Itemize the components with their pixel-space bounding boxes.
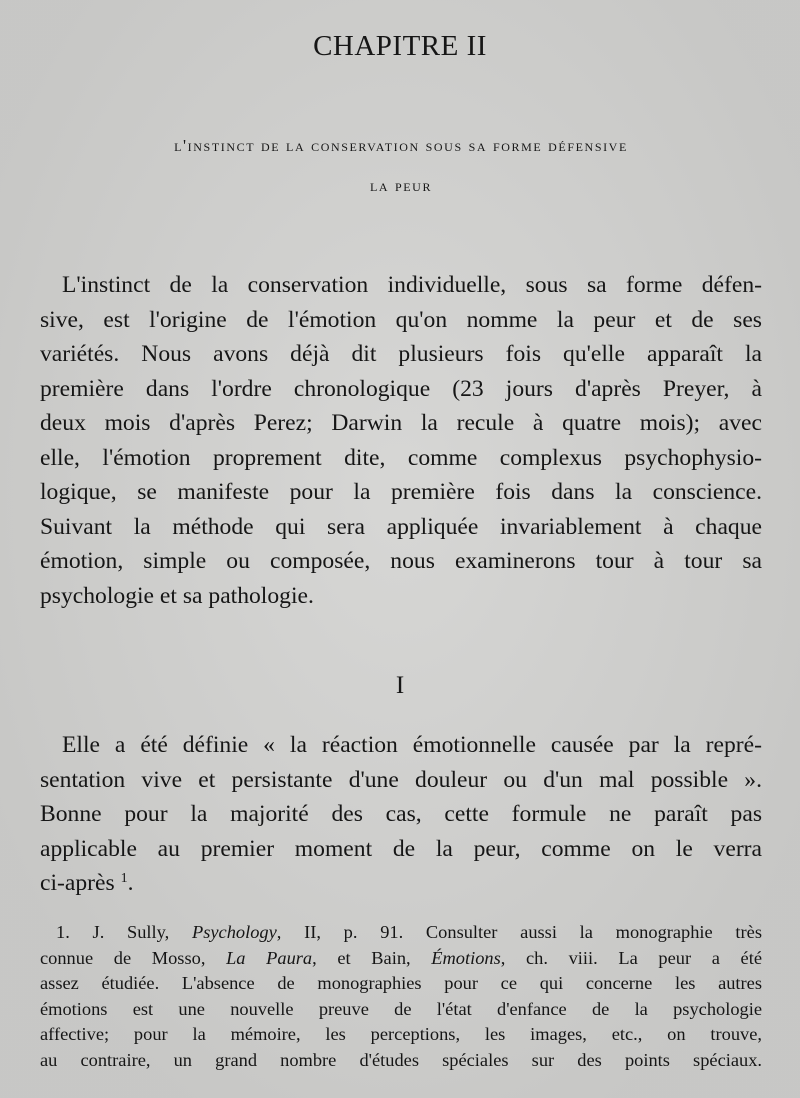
paragraph-intro bbox=[40, 268, 762, 613]
chapter-subtitle: l'instinct de la conservation sous sa forme défensive bbox=[174, 136, 628, 155]
footnote-line: émotions est une nouvelle preuve de l'état d'enfance de la psychologie bbox=[40, 998, 762, 1019]
work-title: Émotions bbox=[431, 947, 501, 968]
section-number: I bbox=[395, 672, 405, 699]
text-fragment: ci-après bbox=[40, 870, 115, 896]
text-line: première dans l'ordre chronologique (23 jours d'après Preyer, à bbox=[40, 375, 762, 402]
text-line: elle, l'émotion proprement dite, comme complexus psychophysio- bbox=[40, 444, 762, 471]
text-line: L'instinct de la conservation individuelle, sous sa forme défen- bbox=[62, 272, 762, 298]
chapter-subtitle-peur: la peur bbox=[369, 176, 433, 195]
footnote-line: assez étudiée. L'absence de monographies pour ce qui concerne les autres bbox=[40, 973, 762, 993]
text-line: Suivant la méthode qui sera appliquée invariablement à chaque bbox=[40, 513, 762, 540]
text-line: Bonne pour la majorité des cas, cette formule ne paraît pas bbox=[40, 801, 762, 827]
work-title: Psychology bbox=[192, 922, 277, 942]
footnote-ref[interactable]: 1 bbox=[120, 871, 128, 886]
paragraph-definition bbox=[40, 728, 762, 901]
work-title: La Paura bbox=[226, 947, 313, 968]
period: . bbox=[127, 870, 134, 896]
text-line: sentation vive et persistante d'une douleur ou d'un mal possible ». bbox=[40, 766, 762, 793]
footnote-text: connue de Mosso, bbox=[40, 947, 206, 968]
text-line: Elle a été définie « la réaction émotionnelle causée par la repré- bbox=[62, 732, 762, 758]
footnote-line bbox=[40, 946, 762, 972]
footnote-line: affective; pour la mémoire, les perceptions, les images, etc., on trouve, bbox=[40, 1024, 762, 1044]
footnote-number: 1. bbox=[56, 922, 70, 942]
footnote-line bbox=[40, 920, 762, 946]
text-line: applicable au premier moment de la peur, comme on le verra bbox=[40, 835, 762, 862]
text-line: sive, est l'origine de l'émotion qu'on nomme la peur et de ses bbox=[40, 306, 762, 333]
text-line bbox=[40, 866, 762, 901]
text-line: émotion, simple ou composée, nous examinerons tour à tour sa bbox=[40, 548, 762, 574]
text-line: logique, se manifeste pour la première fois dans la conscience. bbox=[40, 479, 762, 505]
footnote-line: au contraire, un grand nombre d'études spéciales sur des points spéciaux. bbox=[40, 1049, 762, 1070]
text-line: variétés. Nous avons déjà dit plusieurs fois qu'elle apparaît la bbox=[40, 341, 762, 367]
footnote bbox=[40, 920, 762, 1073]
chapter-title: CHAPITRE II bbox=[313, 30, 487, 62]
text-line: psychologie et sa pathologie. bbox=[40, 582, 314, 609]
footnote-text: , et Bain, bbox=[312, 947, 411, 968]
footnote-text: , ch. viii. La peur a été bbox=[500, 947, 762, 968]
text-line: deux mois d'après Perez; Darwin la recule à quatre mois); avec bbox=[40, 410, 762, 436]
footnote-text: , II, p. 91. Consulter aussi la monographie très bbox=[276, 922, 762, 942]
footnote-author: J. Sully, bbox=[92, 922, 170, 942]
